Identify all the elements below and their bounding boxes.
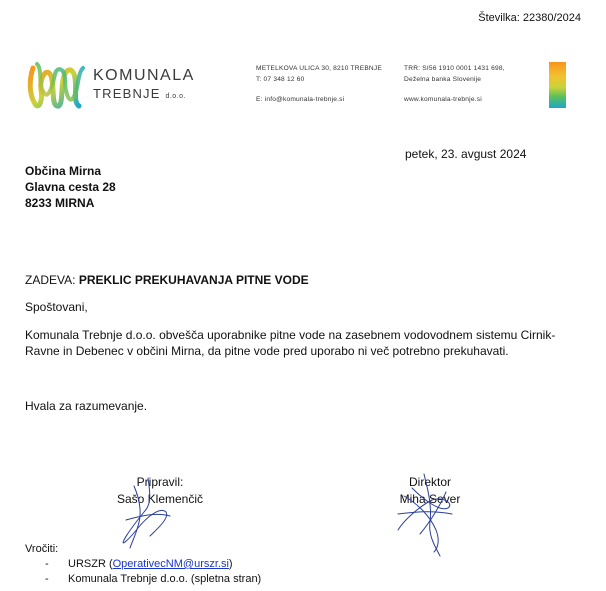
distribution-item-suffix: ) — [228, 558, 233, 570]
distribution-item-text: Komunala Trebnje d.o.o. (spletna stran) — [68, 573, 262, 585]
subject-line — [25, 273, 309, 287]
list-dash: - — [45, 558, 49, 570]
company-suffix: d.o.o. — [165, 93, 186, 100]
company-name-2: TREBNJE — [93, 86, 161, 101]
company-website: www.komunala-trebnje.si — [404, 96, 482, 103]
subject-label: ZADEVA: — [25, 273, 76, 287]
letterhead-contact — [256, 64, 382, 106]
company-bank: Deželna banka Slovenije — [404, 75, 482, 83]
company-name: KOMUNALA — [93, 67, 195, 84]
company-trr: TRR: SI56 1910 0001 1431 698, — [404, 65, 505, 72]
company-logo — [27, 60, 87, 112]
distribution-label: Vročiti: — [25, 543, 59, 555]
document-number: Številka: 22380/2024 — [478, 12, 581, 24]
subject-title: PREKLIC PREKUHAVANJA PITNE VODE — [78, 273, 309, 287]
signature-right-name: Miha Sever — [399, 492, 461, 506]
company-phone: T: 07 348 12 60 — [256, 75, 305, 83]
email-link[interactable]: OperativecNM@urszr.si — [112, 558, 229, 570]
body-paragraph: Komunala Trebnje d.o.o. obvešča uporabnike pitne vode na zasebnem vodovodnem sistemu Cirnik-Ravne in Debenec v občini Mirna, da pitne vode pred uporabo ni več potrebno prekuhavati. — [25, 328, 556, 358]
distribution-item-text — [68, 557, 233, 572]
letterhead-bank — [404, 64, 505, 106]
list-dash: - — [45, 573, 49, 585]
recipient-line-1: Občina Mirna — [25, 164, 102, 178]
signature-right-role: Direktor — [408, 475, 451, 489]
greeting: Spoštovani, — [25, 300, 88, 314]
signature-left — [100, 474, 220, 508]
recipient-address — [25, 163, 116, 211]
closing: Hvala za razumevanje. — [25, 399, 148, 413]
signature-right — [380, 474, 480, 508]
company-address: METELKOVA ULICA 30, 8210 TREBNJE — [256, 65, 382, 72]
company-name-block — [93, 67, 195, 106]
company-name-line2 — [93, 85, 195, 106]
recipient-line-3: 8233 MIRNA — [25, 196, 95, 210]
letter-date: petek, 23. avgust 2024 — [405, 147, 527, 161]
distribution-item-prefix: URSZR ( — [68, 558, 113, 570]
signature-left-name: Sašo Klemenčič — [116, 492, 204, 506]
recipient-line-2: Glavna cesta 28 — [25, 180, 116, 194]
brand-color-bar — [549, 62, 566, 108]
signature-left-role: Pripravil: — [136, 475, 184, 489]
company-email: E: info@komunala-trebnje.si — [256, 96, 345, 103]
